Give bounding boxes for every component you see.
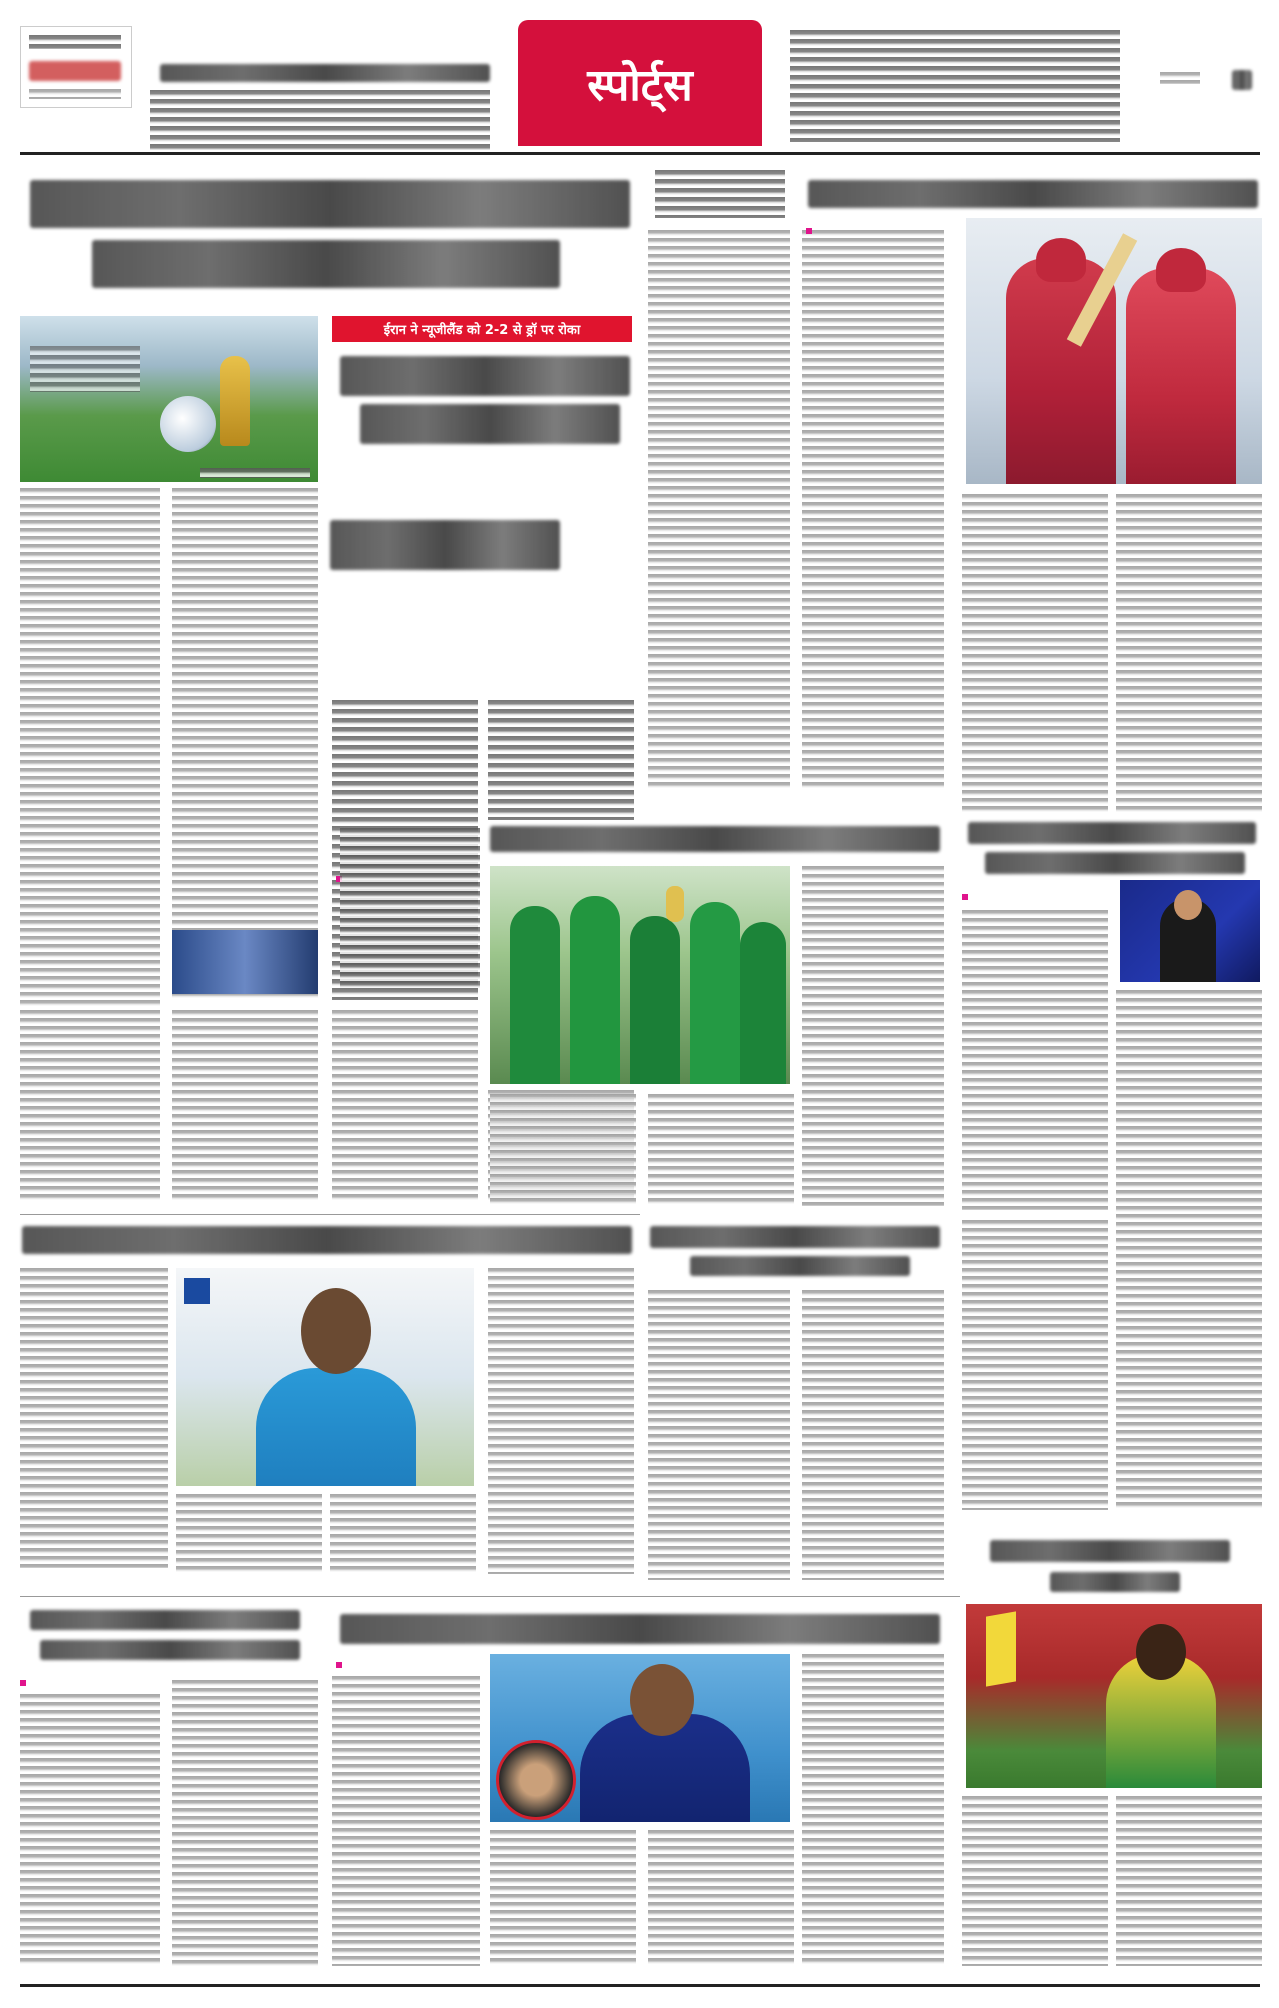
page-number <box>1232 70 1252 90</box>
footballer-headline <box>990 1540 1230 1562</box>
right-col-1 <box>962 494 1108 814</box>
section-rule <box>20 1214 640 1215</box>
section-rule <box>20 1596 960 1597</box>
corner-flag-icon <box>986 1611 1016 1686</box>
small-inset-photo <box>172 930 318 994</box>
india-player-headline <box>22 1226 632 1254</box>
commentator-headline-2 <box>985 852 1245 874</box>
helmet-right <box>1156 248 1206 292</box>
speaker-face <box>1174 890 1202 920</box>
player-head <box>301 1288 371 1374</box>
mid-col-1 <box>648 230 790 790</box>
ireland-col-1 <box>340 828 480 988</box>
story-col-2b <box>172 1010 318 1200</box>
helmet-left <box>1036 238 1086 282</box>
bottom-left-col-2 <box>172 1680 318 1966</box>
edition-info <box>1160 72 1200 84</box>
india-bowler-photo <box>490 1654 790 1822</box>
sub-headline-line3 <box>330 520 560 570</box>
sub-headline-line2 <box>360 404 620 444</box>
bottom-left-col-1 <box>20 1694 160 1966</box>
player-4 <box>690 902 740 1084</box>
ireland-headline <box>490 826 940 852</box>
right-col-2 <box>1116 494 1262 814</box>
strap-iran-nz: ईरान ने न्यूजीलैंड को 2-2 से ड्रॉ पर रोका <box>332 316 632 342</box>
player-jersey <box>256 1368 416 1486</box>
top-text-left <box>150 90 490 150</box>
inset-avatar <box>496 1740 576 1820</box>
bowler-col-1 <box>332 1676 480 1966</box>
mid-lower-headline <box>650 1226 940 1248</box>
bullet-icon <box>806 228 812 234</box>
bullet-icon <box>336 1662 342 1668</box>
commentator-col-2 <box>1116 990 1262 1510</box>
masthead-rule <box>20 152 1260 155</box>
footballer-col-1 <box>962 1796 1108 1966</box>
player-head <box>630 1664 694 1736</box>
story-col-1b <box>20 1010 160 1200</box>
mid-lower-headline-2 <box>690 1256 910 1276</box>
bowler-headline <box>340 1614 940 1644</box>
top-text-right <box>790 30 1120 142</box>
bullet-icon <box>962 894 968 900</box>
masthead <box>0 0 1279 152</box>
bowler-col-3 <box>648 1830 794 1966</box>
story-col-3b <box>332 1010 478 1200</box>
main-headline-line2 <box>92 240 560 288</box>
fifa-photo <box>20 316 318 482</box>
bottom-left-headline-2 <box>40 1640 300 1660</box>
india-col-3 <box>330 1494 476 1574</box>
bowler-col-2 <box>490 1830 636 1966</box>
story-col-1 <box>20 488 160 1008</box>
right-headline-top <box>808 180 1258 208</box>
commentator-col-1b <box>962 1220 1108 1510</box>
ireland-team-photo <box>490 866 790 1084</box>
story-col-4 <box>488 700 634 820</box>
mid-lower-col-2 <box>802 1290 944 1580</box>
commentator-headline <box>968 822 1256 844</box>
ireland-col-4 <box>648 1094 794 1204</box>
cricket-players-photo <box>966 218 1262 484</box>
bottom-left-headline <box>30 1610 300 1630</box>
footer-rule <box>20 1984 1260 1987</box>
footballer-headline-2 <box>1050 1572 1180 1592</box>
sub-headline-line1 <box>340 356 630 396</box>
player-5 <box>740 922 786 1084</box>
commentator-photo <box>1120 880 1260 982</box>
trophy-icon <box>220 356 250 446</box>
player-right <box>1126 268 1236 484</box>
ireland-col-2 <box>802 866 944 1206</box>
bullet-icon <box>20 1680 26 1686</box>
footballer-col-2 <box>1116 1796 1262 1966</box>
ireland-col-3 <box>490 1094 636 1204</box>
player-head <box>1136 1624 1186 1680</box>
player-2 <box>570 896 620 1084</box>
top-headline-left <box>160 64 490 82</box>
ems-logo-icon <box>184 1278 210 1304</box>
trophy-icon <box>666 886 684 922</box>
newspaper-logo <box>20 26 132 108</box>
footballer-photo <box>966 1604 1262 1788</box>
india-col-4 <box>488 1268 634 1574</box>
section-label: स्पोर्ट्स <box>518 20 762 146</box>
mid-col-2 <box>802 230 944 790</box>
fifa-photo-caption <box>200 468 310 478</box>
football-icon <box>160 396 216 452</box>
mid-brief-head <box>655 170 785 218</box>
story-col-2 <box>172 488 318 998</box>
main-headline-line1 <box>30 180 630 228</box>
mid-lower-col-1 <box>648 1290 790 1580</box>
commentator-col-1 <box>962 910 1108 1210</box>
bowler-col-4 <box>802 1654 944 1966</box>
india-col-1 <box>20 1268 168 1568</box>
player-3 <box>630 916 680 1084</box>
india-col-2 <box>176 1494 322 1574</box>
india-player-photo <box>176 1268 474 1486</box>
player-1 <box>510 906 560 1084</box>
